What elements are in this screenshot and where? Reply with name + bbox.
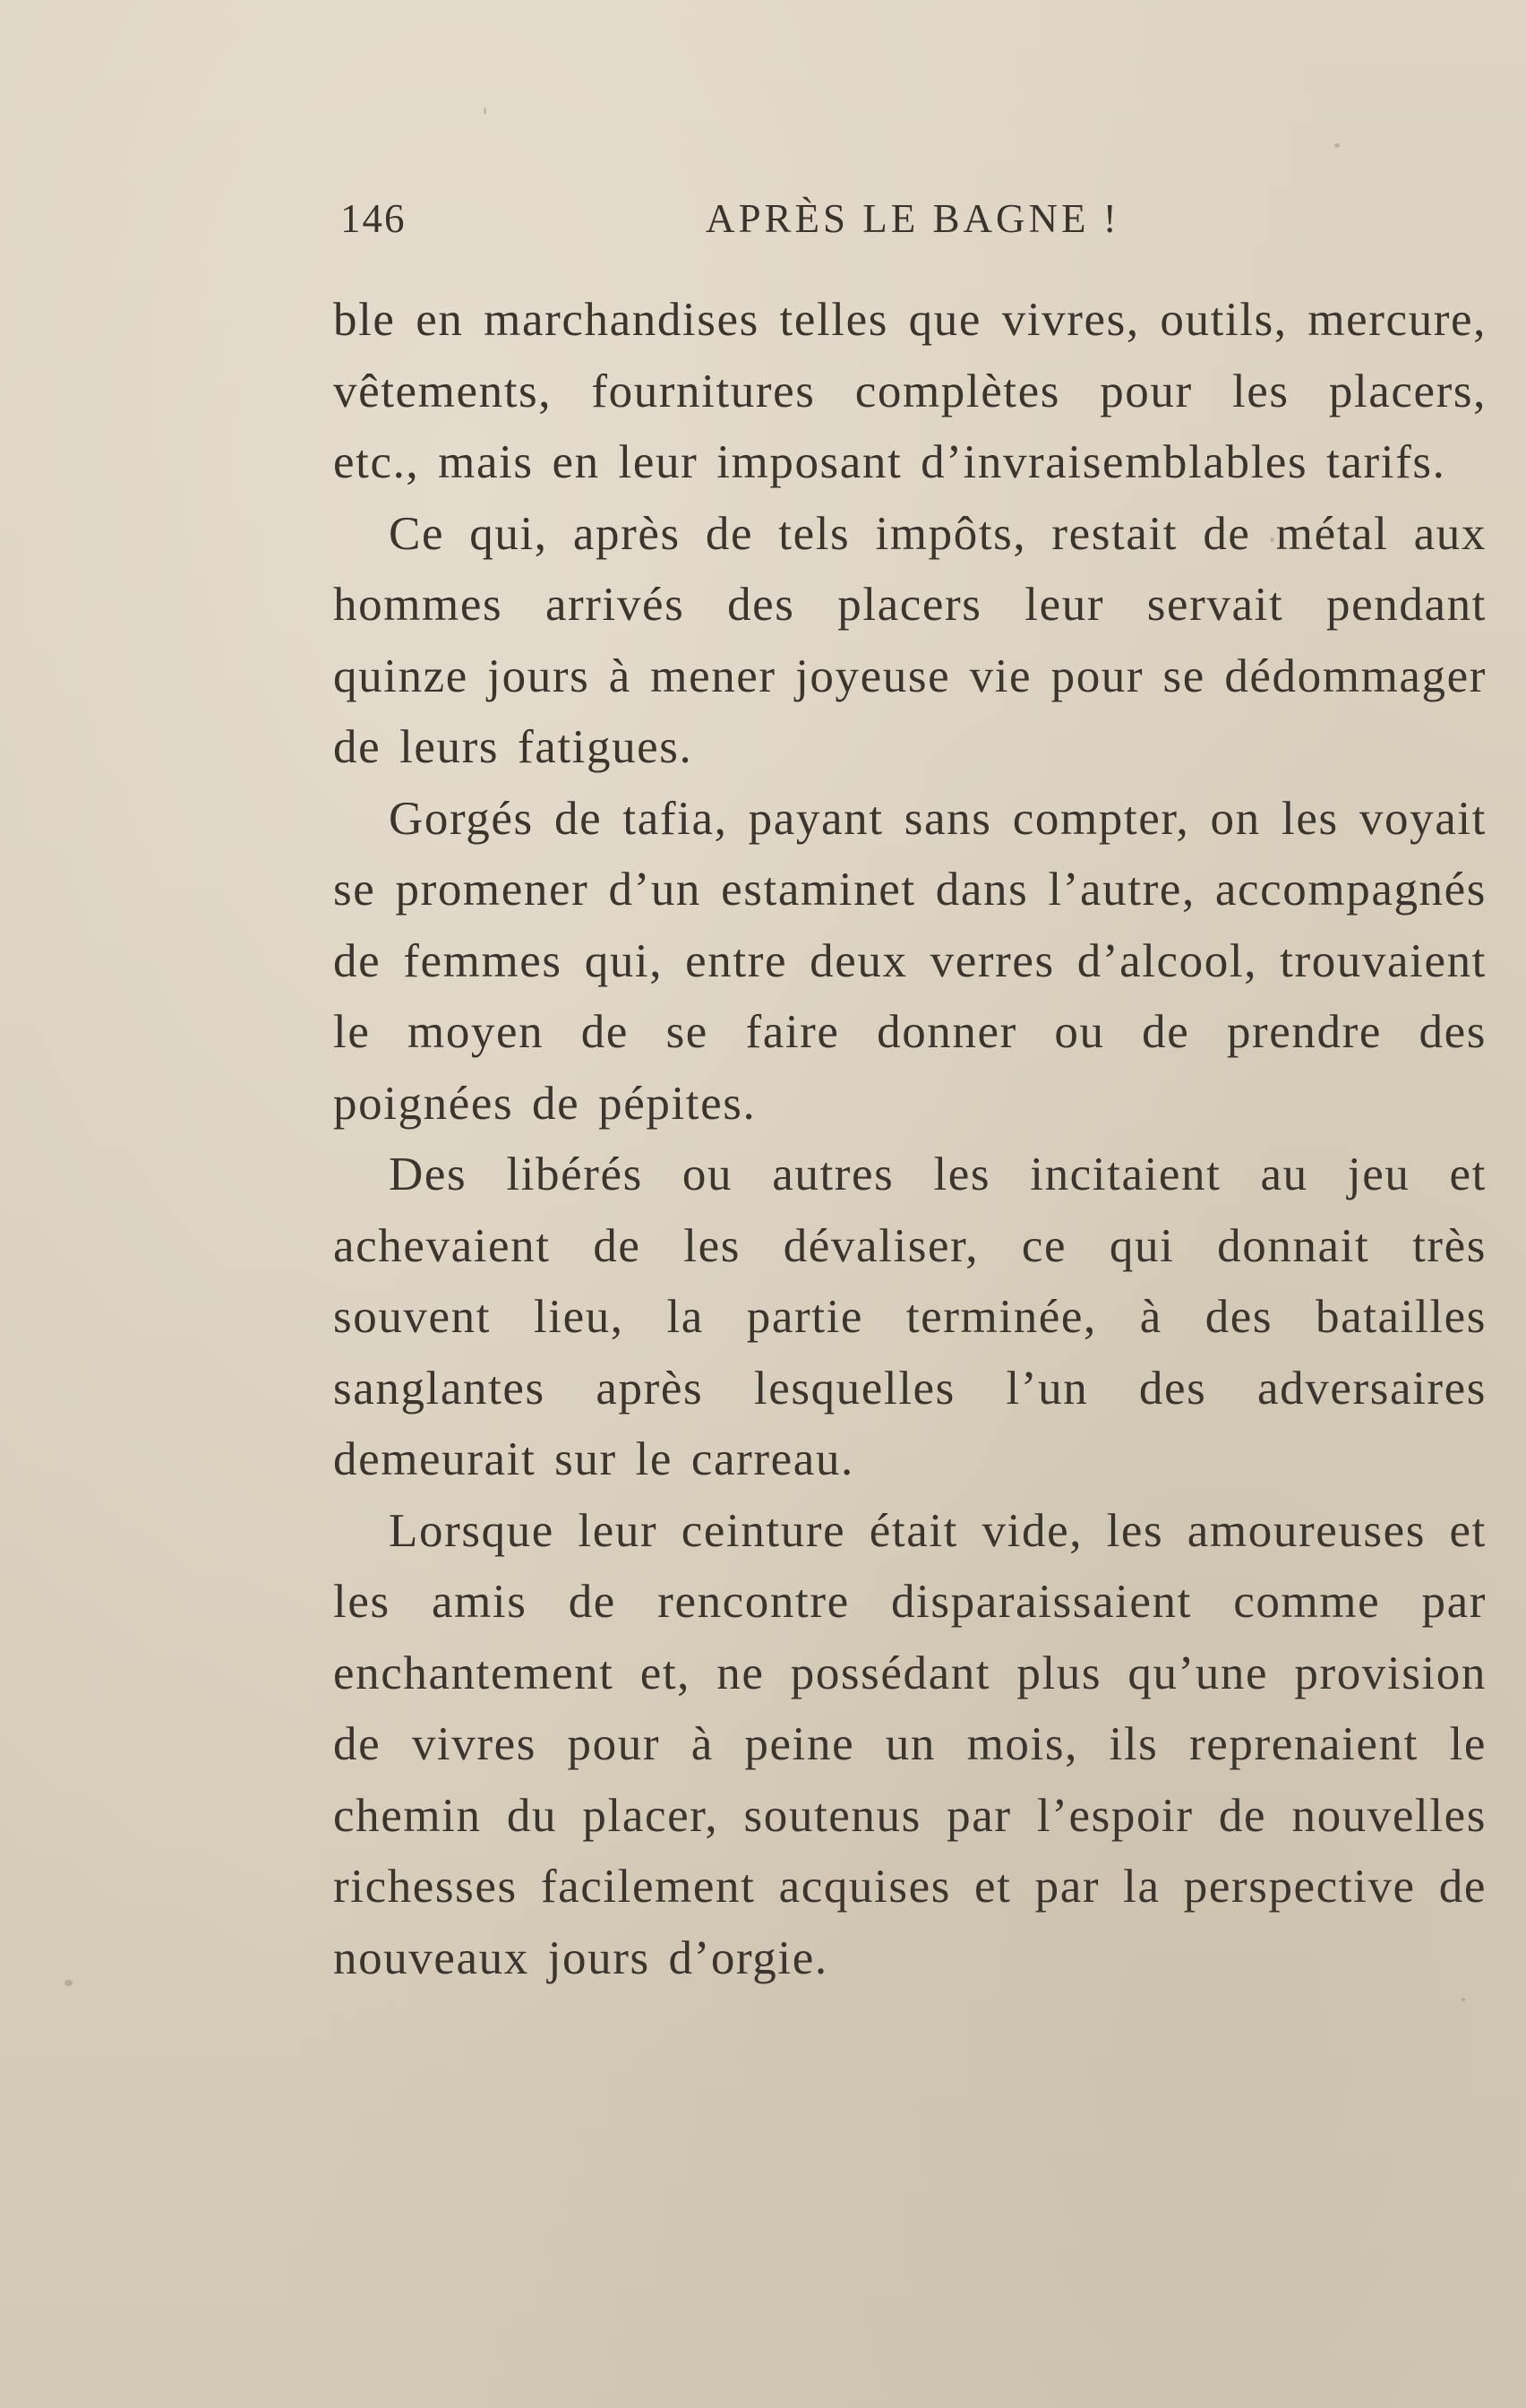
paper-speck [1462,1998,1465,2001]
paragraph-5: Lorsque leur ceinture était vide, les amoureuses et les amis de rencontre disparaissaient comme par enchantement et, ne possédant plus qu’une provision de vivres pour à peine un mois, ils reprenaient le chemin du placer, soutenus par l’espoir de nouvelles richesses facilement acquises et par la perspective de nouveaux jours d’orgie. [333,1504,1487,1984]
paragraph-3: Gorgés de tafia, payant sans compter, on les voyait se promener d’un estaminet dans l’autre, accompagnés de femmes qui, entre deux verres d’alcool, trouvaient le moyen de se faire donner ou de prendre des poignées de pépites. [333,792,1487,1130]
running-title: APRÈS LE BAGNE ! [706,196,1120,241]
paper-speck [1270,538,1274,542]
paragraph-2: Ce qui, après de tels impôts, restait de métal aux hommes arrivés des placers leur servait pendant quinze jours à mener joyeuse vie pour se dédommager de leurs fatigues. [333,507,1487,773]
paragraph-4: Des libérés ou autres les incitaient au jeu et achevaient de les dévaliser, ce qui donnait très souvent lieu, la partie terminée, à des batailles sanglantes après lesquelles l’un des adversaires demeurait sur le carreau. [333,1148,1487,1485]
paper-speck [64,1980,73,1986]
page-number: 146 [340,196,407,241]
running-head [340,195,1236,249]
paper-speck [484,108,486,115]
paragraph-1: ble en marchandises telles que vivres, outils, mercure, vêtements, fournitures complètes pour les placers, etc., mais en leur imposant d’invraisemblables tarifs. [333,294,1487,488]
paper-speck [1334,143,1340,148]
body-text [333,285,1487,1994]
